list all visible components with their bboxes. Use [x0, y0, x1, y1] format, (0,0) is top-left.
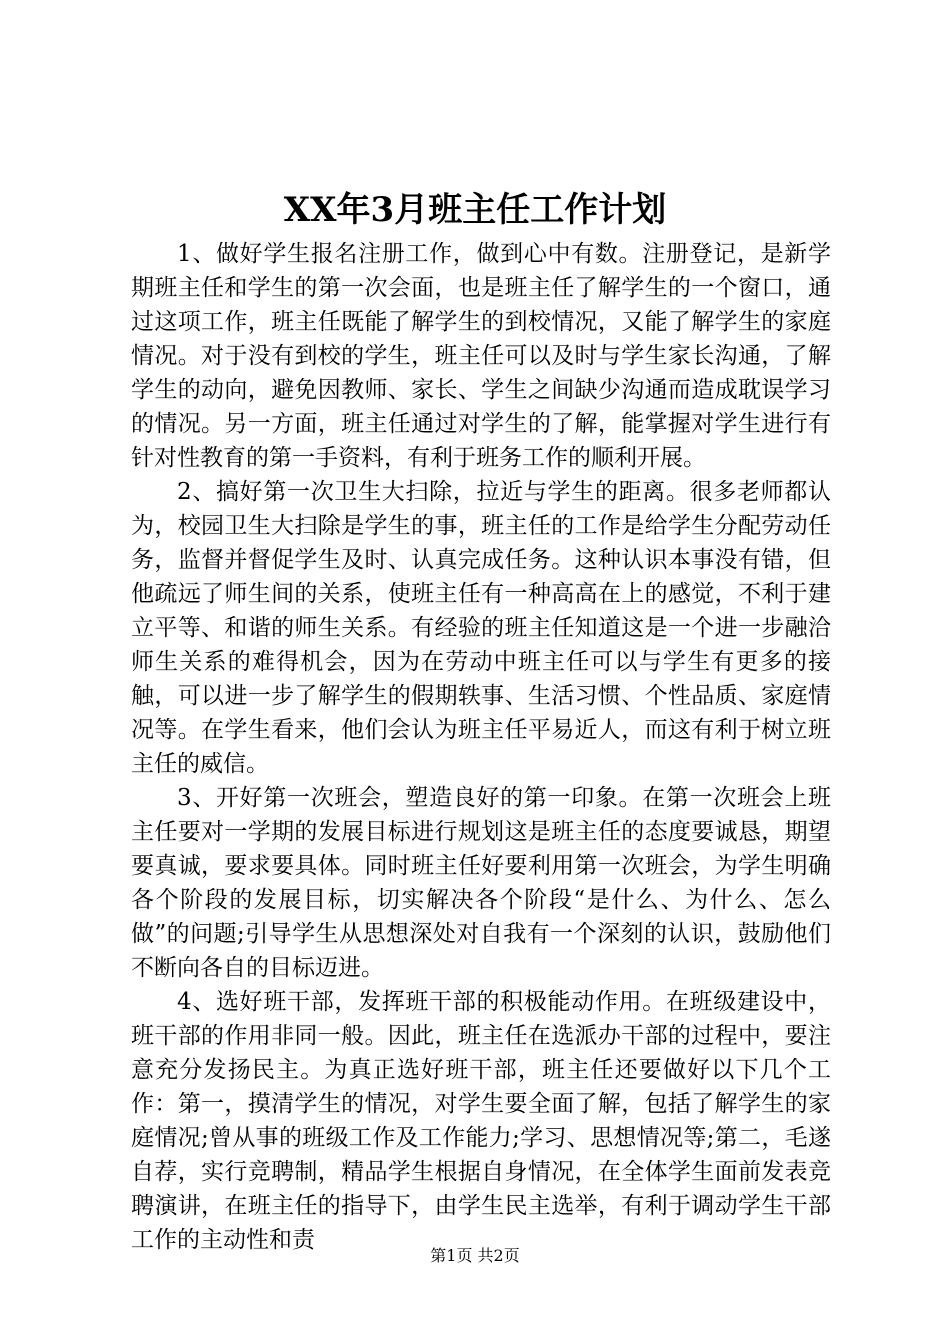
page-footer: 第1页 共2页 — [430, 1246, 520, 1265]
paragraph-4: 4、选好班干部，发挥班干部的积极能动作用。在班级建设中，班干部的作用非同一般。因此，班主任在选派办干部的过程中，要注意充分发扬民主。为真正选好班干部，班主任还要做好以下几个工作：第一，摸清学生的情况，对学生要全面了解，包括了解学生的家庭情况;曾从事的班级工作及工作能力;学习、思想情况等;第二，毛遂自荐，实行竞聘制，精品学生根据自身情况，在全体学生面前发表竞聘演讲，在班主任的指导下，由学生民主选举，有利于调动学生干部工作的主动性和责 — [131, 989, 831, 1253]
document-title: XX年3月班主任工作计划 — [283, 190, 667, 230]
paragraph-2: 2、搞好第一次卫生大扫除，拉近与学生的距离。很多老师都认为，校园卫生大扫除是学生的事，班主任的工作是给学生分配劳动任务，监督并督促学生及时、认真完成任务。这种认识本事没有错，但他疏远了师生间的关系，使班主任有一种高高在上的感觉，不利于建立平等、和谐的师生关系。有经验的班主任知道这是一个进一步融洽师生关系的难得机会，因为在劳动中班主任可以与学生有更多的接触，可以进一步了解学生的假期轶事、生活习惯、个性品质、家庭情况等。在学生看来，他们会认为班主任平易近人，而这有利于树立班主任的威信。 — [131, 479, 831, 777]
paragraph-3: 3、开好第一次班会，塑造良好的第一印象。在第一次班会上班主任要对一学期的发展目标进行规划这是班主任的态度要诚恳，期望要真诚，要求要具体。同时班主任好要利用第一次班会，为学生明确各个阶段的发展目标，切实解决各个阶段“是什么、为什么、怎么做”的问题;引导学生从思想深处对自我有一个深刻的认识，鼓励他们不断向各自的目标迈进。 — [131, 785, 831, 981]
document-body — [131, 237, 831, 1257]
paragraph-1: 1、做好学生报名注册工作，做到心中有数。注册登记，是新学期班主任和学生的第一次会面，也是班主任了解学生的一个窗口，通过这项工作，班主任既能了解学生的到校情况，又能了解学生的家庭情况。对于没有到校的学生，班主任可以及时与学生家长沟通，了解学生的动向，避免因教师、家长、学生之间缺少沟通而造成耽误学习的情况。另一方面，班主任通过对学生的了解，能掌握对学生进行有针对性教育的第一手资料，有利于班务工作的顺利开展。 — [131, 241, 831, 471]
